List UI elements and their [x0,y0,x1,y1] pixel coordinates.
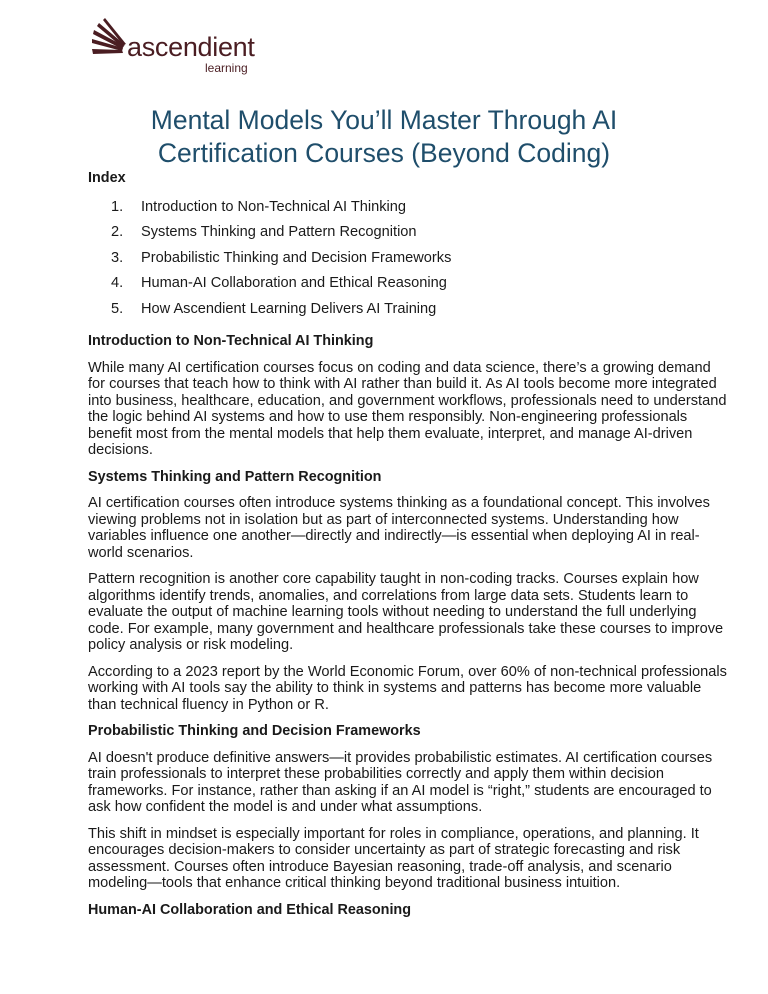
paragraph: AI certification courses often introduce systems thinking as a foundational concept. This involves viewing problems not in isolation but as part of interconnected systems. Understanding how variables influence one another—directly and indirectly—is essential when deploying AI in real-world scenarios. [88,495,710,561]
ascendient-learning-logo [92,18,262,78]
page-title [60,104,708,170]
title-line-1: Mental Models You’ll Master Through AI [150,105,618,135]
index-item-number: 5. [111,300,124,317]
logo-rays-icon [92,18,132,62]
paragraph: Pattern recognition is another core capability taught in non-coding tracks. Courses explain how algorithms identify trends, anomalies, and correlations from large data sets. Students learn to evaluate the output of machine learning tools without needing to understand the full underlying code. For example, many government and healthcare professionals take these courses to improve policy analysis or risk modeling. [88,571,724,653]
section-heading-human-ai: Human-AI Collaboration and Ethical Reasoning [88,901,412,918]
document-body [88,170,728,928]
index-heading: Index [88,170,126,186]
section-heading-systems: Systems Thinking and Pattern Recognition [88,468,382,485]
index-item-label: Systems Thinking and Pattern Recognition [141,224,417,240]
index-item-number: 3. [111,249,124,266]
paragraph: According to a 2023 report by the World Economic Forum, over 60% of non-technical professionals working with AI tools say the ability to think in systems and patterns has become more valuable than technical fluency in Python or R. [88,663,727,713]
paragraph: This shift in mindset is especially important for roles in compliance, operations, and planning. It encourages decision-makers to consider uncertainty as part of strategic forecasting and risk assessment. Courses often introduce Bayesian reasoning, trade-off analysis, and scenario modeling—tools that enhance critical thinking beyond traditional business intuition. [88,825,699,891]
index-item[interactable] [88,299,728,325]
index-item-label: Introduction to Non-Technical AI Thinking [141,198,407,215]
title-line-2: Certification Courses (Beyond Coding) [157,138,611,168]
section-heading-probabilistic: Probabilistic Thinking and Decision Frameworks [88,723,421,739]
logo-wordmark: ascendient [127,32,255,62]
index-item-label: How Ascendient Learning Delivers AI Training [141,300,437,317]
index-item-number: 1. [111,198,124,215]
logo-subtext: learning [205,61,248,75]
section-heading-intro: Introduction to Non-Technical AI Thinking [88,333,374,349]
index-list [88,197,728,325]
index-item[interactable] [88,248,728,274]
index-item[interactable] [88,222,728,248]
index-item-label: Human-AI Collaboration and Ethical Reasoning [141,275,447,291]
index-item[interactable] [88,197,728,223]
index-item[interactable] [88,273,728,299]
index-item-number: 2. [111,224,124,240]
index-item-label: Probabilistic Thinking and Decision Frameworks [141,249,452,266]
paragraph: AI doesn't produce definitive answers—it provides probabilistic estimates. AI certification courses train professionals to interpret these probabilities correctly and apply them within decision frameworks. For instance, rather than asking if an AI model is “right,” students are encouraged to ask how confident the model is and under what assumptions. [88,749,713,815]
index-item-number: 4. [111,275,124,291]
paragraph: While many AI certification courses focus on coding and data science, there’s a growing demand for courses that teach how to think with AI rather than build it. As AI tools become more integrated into business, healthcare, education, and government workflows, professionals need to understand the logic behind AI systems and how to use them responsibly. Non-engineering professionals benefit most from the mental models that help them evaluate, interpret, and manage AI-driven decisions. [88,359,727,458]
